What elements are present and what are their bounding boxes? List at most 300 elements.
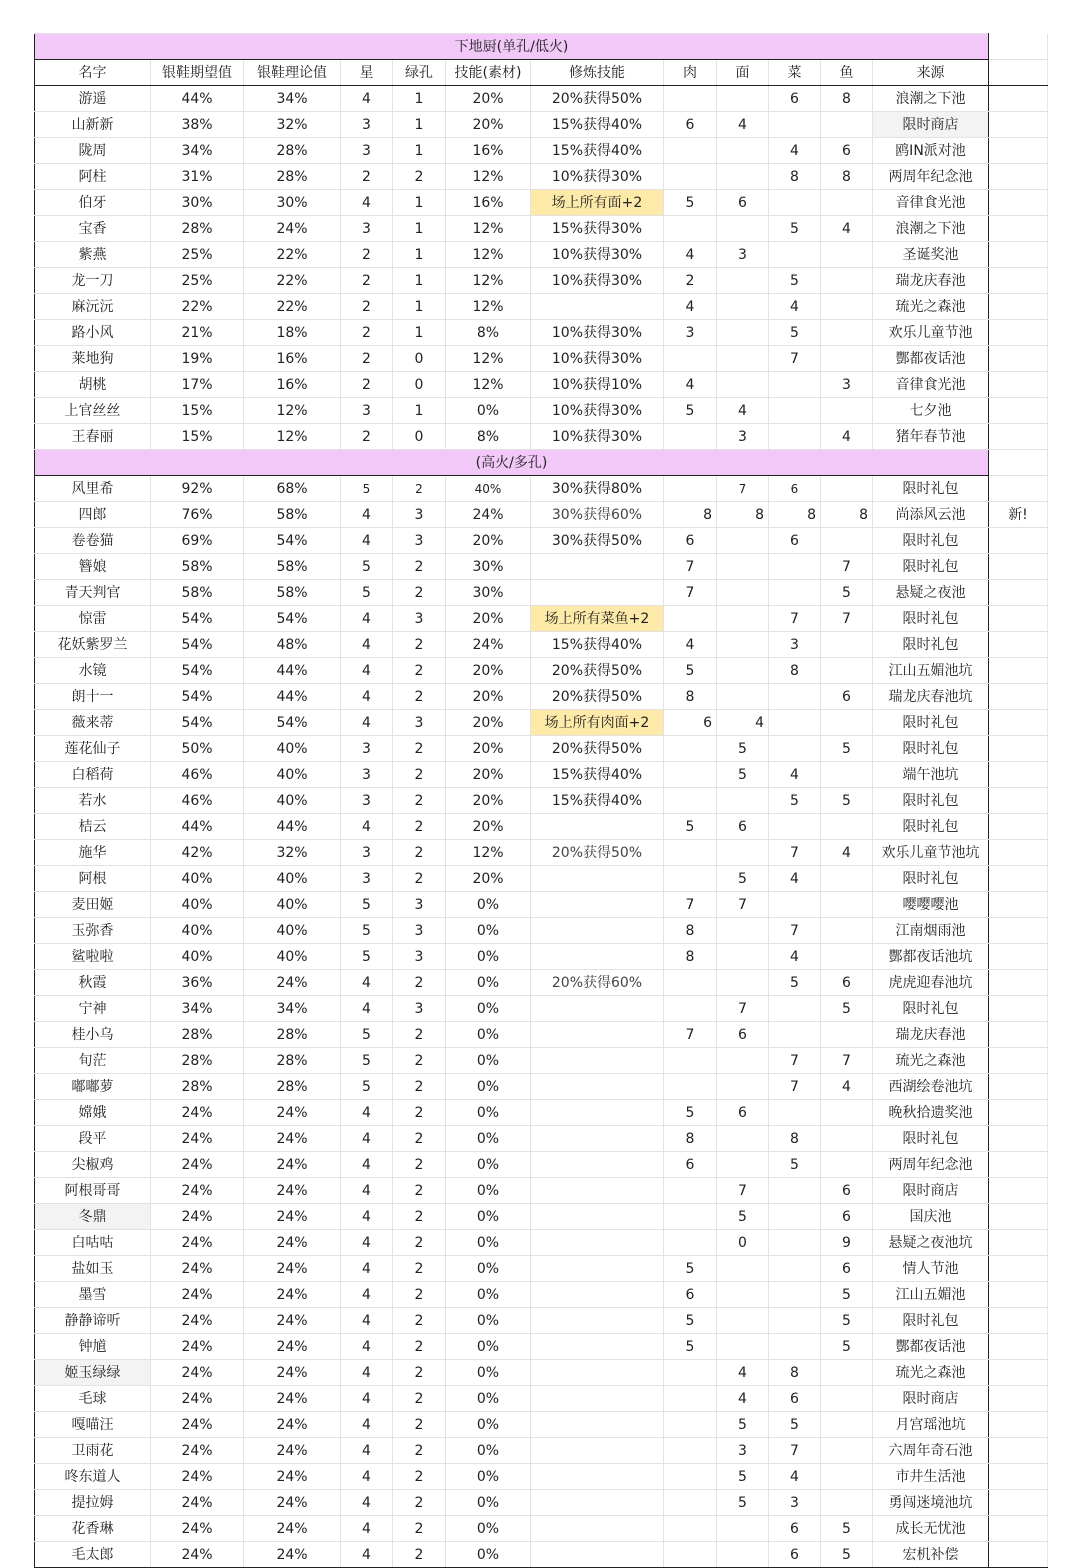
cell-fish bbox=[821, 710, 873, 736]
table-row bbox=[35, 918, 1048, 944]
cell-expected: 30% bbox=[151, 190, 244, 216]
table-row bbox=[35, 1152, 1048, 1178]
cell-name: 水镜 bbox=[35, 658, 151, 684]
cell-theoretical: 34% bbox=[244, 996, 341, 1022]
cell-source: 西湖绘卷池坑 bbox=[873, 1074, 989, 1100]
cell-noodle: 5 bbox=[717, 1412, 769, 1438]
cell-expected: 21% bbox=[151, 320, 244, 346]
cell-theoretical: 40% bbox=[244, 918, 341, 944]
empty-cell bbox=[989, 892, 1048, 918]
cell-name: 紫燕 bbox=[35, 242, 151, 268]
cell-meat: 5 bbox=[664, 658, 717, 684]
cell-expected: 15% bbox=[151, 424, 244, 450]
cell-meat bbox=[664, 1204, 717, 1230]
empty-cell bbox=[989, 1282, 1048, 1308]
cell-theoretical: 24% bbox=[244, 1230, 341, 1256]
cell-meat: 8 bbox=[664, 684, 717, 710]
cell-stars: 3 bbox=[341, 112, 393, 138]
cell-noodle bbox=[717, 632, 769, 658]
cell-fish bbox=[821, 476, 873, 502]
cell-theoretical: 28% bbox=[244, 1022, 341, 1048]
cell-name: 花妖紫罗兰 bbox=[35, 632, 151, 658]
cell-noodle bbox=[717, 1256, 769, 1282]
cell-meat bbox=[664, 762, 717, 788]
cell-stars: 4 bbox=[341, 606, 393, 632]
cell-veg: 6 bbox=[769, 476, 821, 502]
cell-green-slots: 2 bbox=[393, 970, 446, 996]
empty-cell bbox=[989, 1334, 1048, 1360]
empty-cell bbox=[989, 1074, 1048, 1100]
cell-meat bbox=[664, 1178, 717, 1204]
table-row bbox=[35, 476, 1048, 502]
cell-source: 圣诞奖池 bbox=[873, 242, 989, 268]
cell-theoretical: 32% bbox=[244, 112, 341, 138]
cell-stars: 3 bbox=[341, 398, 393, 424]
cell-stars: 4 bbox=[341, 970, 393, 996]
cell-noodle bbox=[717, 1334, 769, 1360]
cell-stars: 4 bbox=[341, 1490, 393, 1516]
cell-noodle: 5 bbox=[717, 762, 769, 788]
cell-theoretical: 24% bbox=[244, 1516, 341, 1542]
cell-source: 鸥IN派对池 bbox=[873, 138, 989, 164]
cell-meat bbox=[664, 788, 717, 814]
cell-training-skill bbox=[531, 1360, 664, 1386]
table-row bbox=[35, 866, 1048, 892]
cell-source: 浪潮之下池 bbox=[873, 86, 989, 112]
cell-skill-material: 0% bbox=[446, 1438, 531, 1464]
cell-skill-material: 30% bbox=[446, 580, 531, 606]
cell-fish bbox=[821, 346, 873, 372]
column-header-stars: 星 bbox=[341, 60, 393, 86]
cell-training-skill: 15%获得40% bbox=[531, 788, 664, 814]
cell-theoretical: 24% bbox=[244, 1256, 341, 1282]
cell-source: 端午池坑 bbox=[873, 762, 989, 788]
cell-theoretical: 40% bbox=[244, 892, 341, 918]
cell-training-skill: 场上所有面+2 bbox=[531, 190, 664, 216]
cell-fish bbox=[821, 814, 873, 840]
cell-fish: 3 bbox=[821, 372, 873, 398]
table-row bbox=[35, 320, 1048, 346]
empty-cell bbox=[989, 1542, 1048, 1568]
cell-expected: 40% bbox=[151, 918, 244, 944]
cell-fish bbox=[821, 866, 873, 892]
cell-veg: 5 bbox=[769, 268, 821, 294]
cell-theoretical: 16% bbox=[244, 372, 341, 398]
cell-noodle: 6 bbox=[717, 190, 769, 216]
table-row bbox=[35, 1282, 1048, 1308]
cell-skill-material: 0% bbox=[446, 1022, 531, 1048]
cell-skill-material: 0% bbox=[446, 1308, 531, 1334]
cell-training-skill bbox=[531, 1048, 664, 1074]
cell-training-skill: 20%获得50% bbox=[531, 736, 664, 762]
cell-expected: 19% bbox=[151, 346, 244, 372]
cell-noodle: 5 bbox=[717, 1204, 769, 1230]
cell-green-slots: 2 bbox=[393, 1386, 446, 1412]
column-header-name: 名字 bbox=[35, 60, 151, 86]
cell-training-skill: 15%获得40% bbox=[531, 112, 664, 138]
cell-skill-material: 20% bbox=[446, 788, 531, 814]
cell-noodle bbox=[717, 788, 769, 814]
cell-training-skill bbox=[531, 996, 664, 1022]
cell-green-slots: 2 bbox=[393, 554, 446, 580]
cell-training-skill: 20%获得50% bbox=[531, 684, 664, 710]
cell-stars: 5 bbox=[341, 918, 393, 944]
cell-green-slots: 1 bbox=[393, 138, 446, 164]
cell-green-slots: 2 bbox=[393, 684, 446, 710]
cell-fish bbox=[821, 1022, 873, 1048]
cell-skill-material: 0% bbox=[446, 1126, 531, 1152]
cell-expected: 28% bbox=[151, 1074, 244, 1100]
cell-veg bbox=[769, 1230, 821, 1256]
empty-cell bbox=[989, 372, 1048, 398]
cell-skill-material: 0% bbox=[446, 1256, 531, 1282]
cell-noodle bbox=[717, 1542, 769, 1568]
cell-stars: 4 bbox=[341, 1308, 393, 1334]
cell-meat bbox=[664, 476, 717, 502]
cell-theoretical: 22% bbox=[244, 294, 341, 320]
cell-green-slots: 1 bbox=[393, 112, 446, 138]
cell-theoretical: 32% bbox=[244, 840, 341, 866]
cell-meat bbox=[664, 1230, 717, 1256]
cell-source: 六周年奇石池 bbox=[873, 1438, 989, 1464]
cell-noodle: 6 bbox=[717, 814, 769, 840]
cell-theoretical: 12% bbox=[244, 398, 341, 424]
cell-stars: 2 bbox=[341, 372, 393, 398]
cell-source: 酆都夜话池 bbox=[873, 346, 989, 372]
section-low-fire bbox=[35, 34, 1048, 60]
table-row bbox=[35, 1360, 1048, 1386]
empty-cell bbox=[989, 190, 1048, 216]
empty-cell bbox=[989, 762, 1048, 788]
cell-meat bbox=[664, 216, 717, 242]
section-high-fire bbox=[35, 450, 1048, 476]
column-header-veg: 菜 bbox=[769, 60, 821, 86]
empty-cell bbox=[989, 112, 1048, 138]
cell-fish: 6 bbox=[821, 1256, 873, 1282]
empty-cell bbox=[989, 1178, 1048, 1204]
cell-veg: 7 bbox=[769, 1048, 821, 1074]
cell-veg: 4 bbox=[769, 762, 821, 788]
cell-veg: 3 bbox=[769, 632, 821, 658]
cell-meat: 3 bbox=[664, 320, 717, 346]
cell-name: 嘟嘟萝 bbox=[35, 1074, 151, 1100]
cell-theoretical: 24% bbox=[244, 1308, 341, 1334]
cell-stars: 4 bbox=[341, 502, 393, 528]
table-row bbox=[35, 736, 1048, 762]
empty-cell bbox=[989, 970, 1048, 996]
cell-green-slots: 2 bbox=[393, 580, 446, 606]
cell-source: 限时礼包 bbox=[873, 866, 989, 892]
cell-name: 静静谛听 bbox=[35, 1308, 151, 1334]
cell-source: 限时礼包 bbox=[873, 1126, 989, 1152]
cell-expected: 40% bbox=[151, 866, 244, 892]
empty-cell bbox=[989, 398, 1048, 424]
cell-veg bbox=[769, 372, 821, 398]
cell-source: 限时礼包 bbox=[873, 996, 989, 1022]
cell-stars: 5 bbox=[341, 580, 393, 606]
cell-training-skill bbox=[531, 1334, 664, 1360]
cell-training-skill bbox=[531, 1438, 664, 1464]
cell-expected: 24% bbox=[151, 1386, 244, 1412]
cell-stars: 4 bbox=[341, 1516, 393, 1542]
cell-skill-material: 20% bbox=[446, 112, 531, 138]
cell-noodle bbox=[717, 554, 769, 580]
cell-meat: 4 bbox=[664, 294, 717, 320]
empty-cell bbox=[989, 294, 1048, 320]
cell-green-slots: 3 bbox=[393, 892, 446, 918]
cell-noodle bbox=[717, 840, 769, 866]
cell-theoretical: 24% bbox=[244, 1204, 341, 1230]
cell-expected: 25% bbox=[151, 242, 244, 268]
table-row bbox=[35, 1230, 1048, 1256]
column-header-skill-material: 技能(素材) bbox=[446, 60, 531, 86]
cell-source: 琉光之森池 bbox=[873, 1360, 989, 1386]
cell-noodle bbox=[717, 346, 769, 372]
cell-meat bbox=[664, 970, 717, 996]
empty-cell bbox=[989, 1230, 1048, 1256]
cell-fish: 6 bbox=[821, 684, 873, 710]
cell-theoretical: 24% bbox=[244, 1412, 341, 1438]
cell-meat: 6 bbox=[664, 112, 717, 138]
cell-source: 瑞龙庆春池 bbox=[873, 268, 989, 294]
cell-skill-material: 12% bbox=[446, 840, 531, 866]
cell-training-skill: 20%获得50% bbox=[531, 840, 664, 866]
cell-veg: 8 bbox=[769, 658, 821, 684]
cell-name: 鲨啦啦 bbox=[35, 944, 151, 970]
cell-skill-material: 20% bbox=[446, 86, 531, 112]
empty-cell bbox=[989, 34, 1048, 60]
cell-training-skill bbox=[531, 866, 664, 892]
empty-cell bbox=[989, 918, 1048, 944]
empty-cell bbox=[989, 268, 1048, 294]
cell-skill-material: 0% bbox=[446, 918, 531, 944]
table-row bbox=[35, 1542, 1048, 1568]
cell-source: 悬疑之夜池坑 bbox=[873, 1230, 989, 1256]
cell-noodle: 3 bbox=[717, 424, 769, 450]
cell-fish: 4 bbox=[821, 216, 873, 242]
cell-noodle: 6 bbox=[717, 1100, 769, 1126]
cell-noodle bbox=[717, 1152, 769, 1178]
cell-theoretical: 68% bbox=[244, 476, 341, 502]
cell-name: 秋霞 bbox=[35, 970, 151, 996]
cell-training-skill bbox=[531, 918, 664, 944]
cell-expected: 24% bbox=[151, 1438, 244, 1464]
cell-skill-material: 0% bbox=[446, 1204, 531, 1230]
cell-theoretical: 58% bbox=[244, 554, 341, 580]
cell-veg: 5 bbox=[769, 216, 821, 242]
cell-skill-material: 40% bbox=[446, 476, 531, 502]
cell-name: 惊雷 bbox=[35, 606, 151, 632]
cell-green-slots: 1 bbox=[393, 86, 446, 112]
cell-name: 麦田姬 bbox=[35, 892, 151, 918]
cell-training-skill: 15%获得40% bbox=[531, 762, 664, 788]
cell-meat bbox=[664, 866, 717, 892]
table-row bbox=[35, 1022, 1048, 1048]
cell-fish bbox=[821, 1100, 873, 1126]
cell-stars: 4 bbox=[341, 1438, 393, 1464]
cell-theoretical: 24% bbox=[244, 1542, 341, 1568]
cell-meat bbox=[664, 1048, 717, 1074]
cell-veg: 3 bbox=[769, 1490, 821, 1516]
empty-cell bbox=[989, 736, 1048, 762]
cell-noodle: 4 bbox=[717, 710, 769, 736]
cell-noodle: 4 bbox=[717, 1360, 769, 1386]
cell-meat bbox=[664, 424, 717, 450]
cell-training-skill: 10%获得30% bbox=[531, 164, 664, 190]
cell-expected: 92% bbox=[151, 476, 244, 502]
cell-green-slots: 2 bbox=[393, 1100, 446, 1126]
cell-source: 晚秋拾遗奖池 bbox=[873, 1100, 989, 1126]
cell-name: 宝香 bbox=[35, 216, 151, 242]
cell-green-slots: 2 bbox=[393, 1542, 446, 1568]
cell-name: 阿根 bbox=[35, 866, 151, 892]
cell-green-slots: 2 bbox=[393, 1464, 446, 1490]
cell-source: 成长无忧池 bbox=[873, 1516, 989, 1542]
cell-meat: 5 bbox=[664, 190, 717, 216]
cell-stars: 4 bbox=[341, 814, 393, 840]
cell-fish: 5 bbox=[821, 1334, 873, 1360]
cell-skill-material: 20% bbox=[446, 658, 531, 684]
column-header-meat: 肉 bbox=[664, 60, 717, 86]
cell-green-slots: 2 bbox=[393, 1178, 446, 1204]
cell-theoretical: 24% bbox=[244, 1126, 341, 1152]
cell-expected: 69% bbox=[151, 528, 244, 554]
cell-veg bbox=[769, 1100, 821, 1126]
cell-stars: 3 bbox=[341, 138, 393, 164]
cell-training-skill bbox=[531, 814, 664, 840]
cell-name: 盐如玉 bbox=[35, 1256, 151, 1282]
cell-source: 猪年春节池 bbox=[873, 424, 989, 450]
cell-theoretical: 24% bbox=[244, 970, 341, 996]
cell-veg: 6 bbox=[769, 86, 821, 112]
cell-expected: 24% bbox=[151, 1516, 244, 1542]
cell-fish: 8 bbox=[821, 86, 873, 112]
cell-stars: 3 bbox=[341, 866, 393, 892]
cell-theoretical: 24% bbox=[244, 1386, 341, 1412]
cell-meat: 8 bbox=[664, 944, 717, 970]
cell-green-slots: 1 bbox=[393, 320, 446, 346]
cell-fish: 5 bbox=[821, 1516, 873, 1542]
cell-expected: 34% bbox=[151, 996, 244, 1022]
new-badge: 新! bbox=[989, 502, 1048, 528]
cell-veg: 5 bbox=[769, 970, 821, 996]
cell-theoretical: 24% bbox=[244, 1490, 341, 1516]
cell-fish: 4 bbox=[821, 840, 873, 866]
cell-name: 胡桃 bbox=[35, 372, 151, 398]
cell-meat bbox=[664, 86, 717, 112]
cell-theoretical: 54% bbox=[244, 710, 341, 736]
cell-noodle: 5 bbox=[717, 1490, 769, 1516]
cell-fish: 4 bbox=[821, 1074, 873, 1100]
cell-veg bbox=[769, 1334, 821, 1360]
cell-theoretical: 24% bbox=[244, 1464, 341, 1490]
cell-source: 限时礼包 bbox=[873, 476, 989, 502]
cell-name: 簪娘 bbox=[35, 554, 151, 580]
empty-cell bbox=[989, 684, 1048, 710]
cell-green-slots: 2 bbox=[393, 1204, 446, 1230]
cell-expected: 24% bbox=[151, 1100, 244, 1126]
cell-skill-material: 20% bbox=[446, 762, 531, 788]
cell-name: 山新新 bbox=[35, 112, 151, 138]
cell-skill-material: 0% bbox=[446, 1074, 531, 1100]
cell-veg: 4 bbox=[769, 944, 821, 970]
table-row bbox=[35, 112, 1048, 138]
cell-expected: 34% bbox=[151, 138, 244, 164]
cell-meat: 6 bbox=[664, 1152, 717, 1178]
cell-fish bbox=[821, 944, 873, 970]
cell-meat: 4 bbox=[664, 242, 717, 268]
cell-theoretical: 28% bbox=[244, 164, 341, 190]
cell-name: 陇周 bbox=[35, 138, 151, 164]
cell-training-skill bbox=[531, 1256, 664, 1282]
cell-green-slots: 2 bbox=[393, 632, 446, 658]
cell-green-slots: 2 bbox=[393, 1308, 446, 1334]
cell-source: 浪潮之下池 bbox=[873, 216, 989, 242]
table-row bbox=[35, 1074, 1048, 1100]
cell-fish bbox=[821, 320, 873, 346]
cell-meat: 5 bbox=[664, 1100, 717, 1126]
cell-noodle: 5 bbox=[717, 1464, 769, 1490]
cell-stars: 5 bbox=[341, 944, 393, 970]
cell-source: 酆都夜话池坑 bbox=[873, 944, 989, 970]
cell-source: 琉光之森池 bbox=[873, 1048, 989, 1074]
cell-veg bbox=[769, 424, 821, 450]
table-row bbox=[35, 788, 1048, 814]
cell-training-skill: 30%获得60% bbox=[531, 502, 664, 528]
cell-skill-material: 0% bbox=[446, 1412, 531, 1438]
cell-meat: 5 bbox=[664, 814, 717, 840]
cell-training-skill: 10%获得10% bbox=[531, 372, 664, 398]
table-row bbox=[35, 398, 1048, 424]
cell-meat bbox=[664, 164, 717, 190]
cell-name: 冬鼎 bbox=[35, 1204, 151, 1230]
cell-stars: 3 bbox=[341, 736, 393, 762]
cell-meat: 4 bbox=[664, 632, 717, 658]
cell-noodle bbox=[717, 372, 769, 398]
column-header-noodle: 面 bbox=[717, 60, 769, 86]
cell-source: 限时礼包 bbox=[873, 528, 989, 554]
cell-noodle bbox=[717, 1282, 769, 1308]
cell-veg: 8 bbox=[769, 1360, 821, 1386]
cell-fish bbox=[821, 294, 873, 320]
cell-green-slots: 2 bbox=[393, 814, 446, 840]
cell-expected: 46% bbox=[151, 788, 244, 814]
cell-veg bbox=[769, 710, 821, 736]
cell-fish bbox=[821, 112, 873, 138]
empty-cell bbox=[989, 424, 1048, 450]
cell-name: 卫雨花 bbox=[35, 1438, 151, 1464]
cell-expected: 42% bbox=[151, 840, 244, 866]
cell-fish: 6 bbox=[821, 970, 873, 996]
cell-expected: 24% bbox=[151, 1490, 244, 1516]
cell-skill-material: 0% bbox=[446, 1542, 531, 1568]
cell-green-slots: 1 bbox=[393, 398, 446, 424]
cell-training-skill bbox=[531, 1464, 664, 1490]
table-row bbox=[35, 970, 1048, 996]
table-row bbox=[35, 710, 1048, 736]
cell-expected: 58% bbox=[151, 580, 244, 606]
cell-training-skill bbox=[531, 1308, 664, 1334]
cell-veg bbox=[769, 1178, 821, 1204]
cell-meat: 8 bbox=[664, 502, 717, 528]
cell-name: 白稻荷 bbox=[35, 762, 151, 788]
cell-green-slots: 2 bbox=[393, 1360, 446, 1386]
cell-fish: 5 bbox=[821, 1282, 873, 1308]
cell-skill-material: 0% bbox=[446, 1360, 531, 1386]
cell-name: 王春丽 bbox=[35, 424, 151, 450]
table-row bbox=[35, 814, 1048, 840]
cell-noodle bbox=[717, 294, 769, 320]
